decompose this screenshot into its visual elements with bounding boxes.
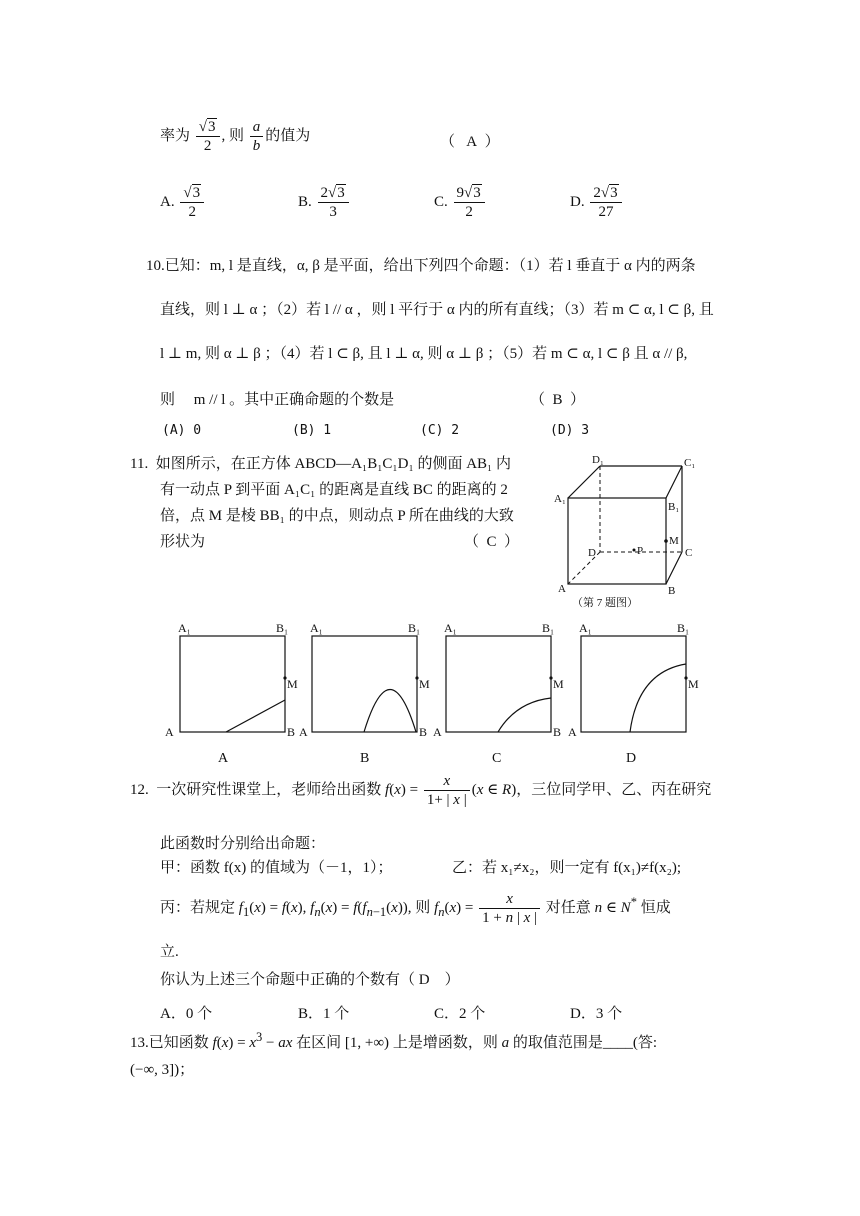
panel-c — [433, 621, 564, 766]
option-letter: B. — [298, 193, 312, 210]
q11-line2: 有一动点 P 到平面 A₁C₁ 的距离是直线 BC 的距离的 2 — [160, 482, 508, 498]
q12-option-a: A．0 个 — [160, 1006, 213, 1022]
panel-label: M — [688, 677, 699, 691]
q11-line1 — [130, 452, 511, 473]
option-letter: D. — [570, 193, 585, 210]
q13-range-text: 的取值范围是____(答: — [512, 1035, 657, 1051]
q9-stem-text: 率为 — [160, 127, 191, 144]
q9-option-a: A. $\frac{√3}{2}$ — [160, 184, 206, 221]
cube-front-face — [568, 498, 666, 584]
panel-label: M — [553, 677, 564, 691]
q13-line1-text: 已知函数 — [148, 1035, 209, 1051]
option-den: 2 — [188, 204, 196, 220]
q10-answer-letter: B — [552, 392, 563, 408]
panel-a-curve — [226, 700, 285, 732]
panel-label: A — [568, 725, 577, 739]
panel-label: A₁ — [579, 621, 592, 635]
panel-label: M — [287, 677, 298, 691]
q13-line1: 13.已知函数 $f(x) = x^3$ − ax 在区间 [1, +∞) 上是增函数，则 a 的取值范围是____(答: — [130, 1030, 657, 1051]
q12-option-b: B．1 个 — [298, 1006, 350, 1022]
cube-point-p — [633, 549, 636, 552]
option-coef: 2 — [320, 185, 329, 201]
q12-jia: 甲：函数 f(x) 的值域为（－1，1）； — [160, 860, 393, 876]
q12-ask-text: 你认为上述三个命题中正确的个数有（ — [160, 972, 416, 988]
option-coef: 2 — [593, 185, 601, 201]
q10-line1-text: 已知：m, l 是直线，α, β 是平面，给出下列四个命题：（1）若 l 垂直于 α 内的两条 — [164, 258, 696, 274]
panel-caption: B — [360, 751, 370, 766]
q12-line1-tail: ，三位同学甲、乙、丙在研究 — [516, 781, 712, 798]
panel-caption: D — [626, 751, 637, 766]
panel-label: A₁ — [178, 621, 191, 635]
cube-label: A₁ — [554, 493, 566, 505]
q9-answer-letter: A — [466, 134, 478, 150]
q12-bing-for-all: 对任意 — [545, 899, 591, 916]
cube-label: M — [669, 535, 679, 547]
panel-label: B — [553, 725, 562, 739]
cube-edge — [666, 466, 682, 498]
panel-label: B₁ — [408, 621, 421, 635]
q9-option-c: C. $\frac{9√3}{2}$ — [434, 184, 487, 221]
q12-ask — [160, 968, 460, 989]
cube-figure — [548, 452, 698, 612]
cube-label: D — [588, 547, 596, 559]
q13-number: 13. — [130, 1035, 149, 1051]
q11-number: 11. — [130, 456, 149, 472]
option-coef: 9 — [456, 185, 465, 201]
option-letter: C. — [434, 193, 448, 210]
q12-line1-text: 一次研究性课堂上，老师给出函数 — [156, 781, 382, 798]
q13-line2: (−∞, 3])； — [130, 1062, 195, 1078]
panel-label: B₁ — [542, 621, 555, 635]
cube-point-m — [664, 539, 668, 543]
panel-c-curve — [498, 698, 551, 732]
q11-answer: （ C ） — [464, 534, 520, 550]
cube-edge — [666, 552, 682, 584]
panel-label: B₁ — [276, 621, 289, 635]
panel-caption: C — [492, 751, 502, 766]
q11-line3: 倍，点 M 是棱 BB₁ 的中点，则动点 P 所在曲线的大致 — [160, 508, 514, 524]
q11-line4: 形状为 — [160, 534, 206, 550]
cube-edge — [568, 466, 600, 498]
q13-interval-text: 在区间 — [296, 1035, 342, 1051]
panel-label: B₁ — [677, 621, 690, 635]
cube-label: C₁ — [684, 457, 696, 469]
q10-option-d: (D) 3 — [550, 423, 590, 438]
q10-number: 10. — [146, 258, 165, 274]
q12-bing-hold: 恒成 — [640, 899, 671, 916]
option-letter: A. — [160, 193, 175, 210]
q9-stem-then: , 则 — [221, 127, 245, 144]
q12-bing: 丙：若规定 $f_1(x) = f(x)$, $f_n(x) = f(f_{n-1}(x))$, 则 $f_n(x)$ = $\frac{x}{1 + n | x |}$ 对任意 n ∈ N* 恒成 — [160, 891, 671, 926]
q10-line1 — [146, 254, 696, 275]
q12-line1: 12. 一次研究性课堂上，老师给出函数 f(x) = $\frac{x}{1+ | x |}$ (x ∈ R)，三位同学甲、乙、丙在研究 — [130, 773, 712, 808]
q12-bing-text: 丙：若规定 — [160, 899, 236, 916]
frac-root3-over-2: $\frac{√3}{2}$ — [196, 118, 220, 155]
panel-label: M — [419, 677, 430, 691]
q10-option-c: (C) 2 — [420, 423, 460, 438]
cube-label: B₁ — [668, 501, 680, 513]
panel-a — [165, 621, 298, 766]
panel-caption: A — [218, 751, 229, 766]
cube-label: C — [685, 547, 693, 559]
q11-panels — [160, 612, 720, 772]
panel-label: A₁ — [444, 621, 457, 635]
q12-line2: 此函数时分别给出命题： — [160, 836, 326, 852]
q9-answer: （ A ） — [440, 134, 500, 150]
cube-caption: （第 7 题图） — [572, 597, 638, 609]
panel-d — [568, 621, 699, 766]
q9-option-b: B. $\frac{2√3}{3}$ — [298, 184, 351, 221]
cube-label: D₁ — [592, 454, 604, 466]
q10-line4: 则 m // l 。其中正确命题的个数是 — [160, 392, 395, 408]
panel-b — [299, 621, 430, 766]
q12-yi: 乙：若 x₁≠x₂，则一定有 f(x₁)≠f(x₂); — [452, 860, 682, 876]
q9-stem — [160, 118, 310, 155]
q10-line2: 直线，则 l ⊥ α ；（2）若 l // α ，则 l 平行于 α 内的所有直线；（3）若 m ⊂ α, l ⊂ β, 且 — [160, 302, 714, 318]
q10-answer: （ B ） — [530, 392, 586, 408]
frac-a-over-b: $\frac{a}{b}$ — [250, 118, 264, 155]
q9-stem-value: 的值为 — [265, 127, 311, 144]
option-den: 27 — [598, 204, 614, 220]
q12-option-d: D．3 个 — [570, 1006, 623, 1022]
q13-increasing-text: 上是增函数，则 — [392, 1035, 498, 1051]
cube-label: A — [558, 583, 566, 595]
q12-fn-frac: $\frac{x}{1 + n | x |}$ — [479, 890, 540, 927]
q10-line3: l ⊥ m, 则 α ⊥ β ；（4）若 l ⊂ β, 且 l ⊥ α, 则 α ⊥ β ；（5）若 m ⊂ α, l ⊂ β 且 α // β, — [160, 346, 688, 362]
panel-label: B — [287, 725, 296, 739]
q12-option-c: C．2 个 — [434, 1006, 486, 1022]
q12-ask-close: ） — [444, 972, 460, 988]
cube-label: B — [668, 585, 676, 597]
q12-function-frac: $\frac{x}{1+ | x |}$ — [424, 772, 470, 809]
q9-option-d: D. $\frac{2√3}{27}$ — [570, 184, 624, 221]
q11-answer-letter: C — [486, 534, 497, 550]
panel-label: A₁ — [310, 621, 323, 635]
q10-option-a: (A) 0 — [162, 423, 202, 438]
q11-line1-text: 如图所示，在正方体 ABCD—A₁B₁C₁D₁ 的侧面 AB₁ 内 — [155, 456, 512, 472]
panel-label: A — [433, 725, 442, 739]
panel-label: B — [419, 725, 428, 739]
q12-li: 立. — [160, 944, 179, 960]
cube-label: P — [637, 545, 644, 557]
q10-option-b: (B) 1 — [292, 423, 332, 438]
panel-b-curve — [364, 690, 416, 733]
option-den: 3 — [329, 204, 337, 220]
panel-label: A — [165, 725, 174, 739]
q12-answer-letter: D — [418, 972, 430, 988]
panel-label: A — [299, 725, 308, 739]
option-den: 2 — [465, 204, 473, 220]
q12-number: 12. — [130, 781, 149, 798]
panel-d-curve — [630, 664, 686, 732]
